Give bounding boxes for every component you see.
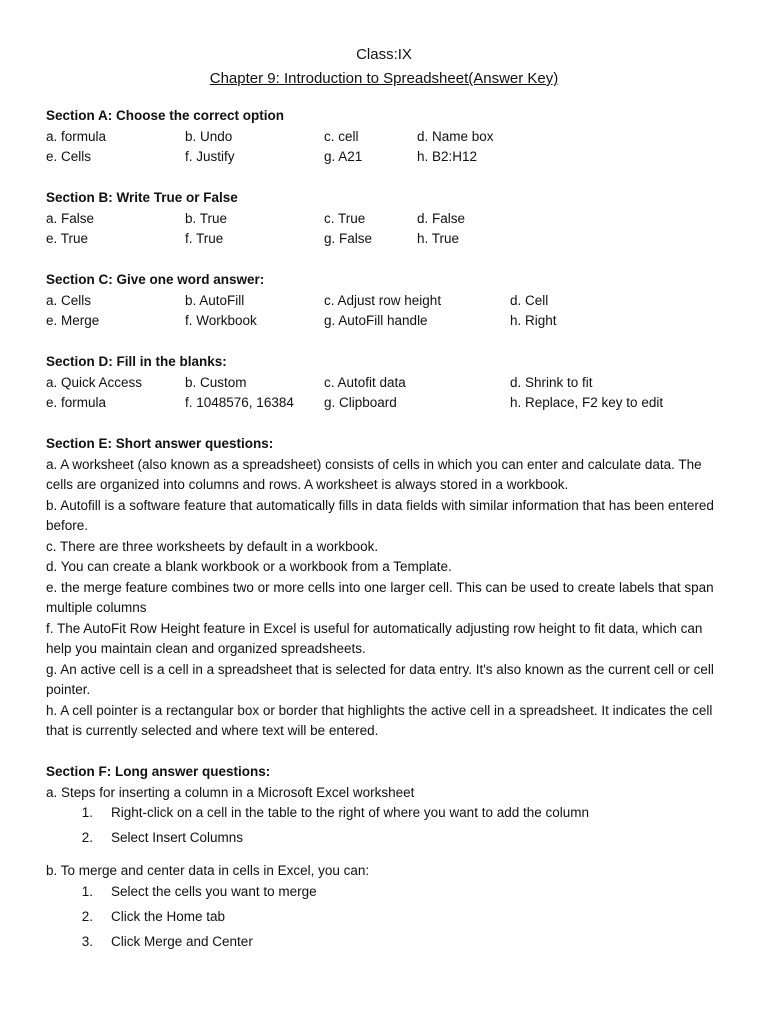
section-b-row xyxy=(46,209,726,230)
answer-item: a. False xyxy=(46,210,95,226)
section-f-heading: Section F: Long answer questions: xyxy=(46,764,271,779)
section-d-row xyxy=(46,393,726,414)
section-b-heading: Section B: Write True or False xyxy=(46,190,238,205)
list-item xyxy=(46,882,726,907)
section-d xyxy=(46,352,726,414)
step-number: 1. xyxy=(81,805,93,820)
long-answer-b-steps xyxy=(46,882,726,957)
short-answer: b. Autofill is a software feature that automatically fills in data fields with similar information that has been entered before. xyxy=(46,497,714,533)
answer-item: c. True xyxy=(324,210,366,226)
answer-item: g. A21 xyxy=(324,149,363,164)
answer-item: a. Cells xyxy=(46,292,92,308)
answer-item: g. Clipboard xyxy=(324,395,397,410)
section-a xyxy=(46,106,726,168)
short-answer: g. An active cell is a cell in a spreadsheet that is selected for data entry. It's also known as the current cell or cell pointer. xyxy=(46,661,714,697)
step-number: 1. xyxy=(81,883,93,899)
answer-item: b. Undo xyxy=(185,128,233,144)
answer-item: f. 1048576, 16384 xyxy=(185,395,294,410)
long-answer-a-steps xyxy=(46,803,726,853)
section-c-row xyxy=(46,291,726,312)
answer-item: e. True xyxy=(46,231,89,246)
long-answer-a-intro: a. Steps for inserting a column in a Microsoft Excel worksheet xyxy=(46,784,415,800)
section-c-row xyxy=(46,311,726,332)
step-number: 2. xyxy=(81,908,93,924)
list-item xyxy=(46,932,726,957)
section-d-heading: Section D: Fill in the blanks: xyxy=(46,354,227,369)
answer-item: d. Cell xyxy=(510,292,549,308)
section-e xyxy=(46,434,726,742)
answer-item: d. Shrink to fit xyxy=(510,374,593,390)
answer-item: e. Merge xyxy=(46,313,100,328)
answer-item: d. False xyxy=(417,210,466,226)
answer-item: b. AutoFill xyxy=(185,292,245,308)
answer-item: c. cell xyxy=(324,128,359,144)
step-number: 3. xyxy=(81,933,93,949)
answer-item: e. Cells xyxy=(46,149,92,164)
section-f xyxy=(46,762,726,957)
short-answer: d. You can create a blank workbook or a workbook from a Template. xyxy=(46,559,452,574)
answer-item: h. B2:H12 xyxy=(417,149,478,164)
list-item xyxy=(46,828,726,853)
answer-item: h. Right xyxy=(510,313,557,328)
step-text: Right-click on a cell in the table to the right of where you want to add the column xyxy=(111,805,590,820)
answer-item: c. Adjust row height xyxy=(324,292,442,308)
step-text: Select the cells you want to merge xyxy=(111,883,317,899)
section-a-heading: Section A: Choose the correct option xyxy=(46,108,285,123)
document-title: Chapter 9: Introduction to Spreadsheet(Answer Key) xyxy=(209,70,559,87)
list-item xyxy=(46,803,726,828)
section-b-row xyxy=(46,229,726,250)
answer-item: f. True xyxy=(185,231,224,246)
short-answer: h. A cell pointer is a rectangular box or border that highlights the active cell in a spreadsheet. It indicates the cell that is currently selected and where text will be entered. xyxy=(46,702,713,738)
answer-item: g. False xyxy=(324,231,373,246)
answer-item: e. formula xyxy=(46,395,107,410)
section-a-row xyxy=(46,127,726,148)
short-answer: a. A worksheet (also known as a spreadsheet) consists of cells in which you can enter and calculate data. The cells are organized into columns and rows. A worksheet is always stored in a workbook. xyxy=(46,456,702,492)
section-a-row xyxy=(46,147,726,168)
section-b xyxy=(46,188,726,250)
document-header xyxy=(0,44,768,90)
answer-item: a. Quick Access xyxy=(46,374,143,390)
short-answer: c. There are three worksheets by default in a workbook. xyxy=(46,538,379,554)
answer-item: c. Autofit data xyxy=(324,374,406,390)
section-d-row xyxy=(46,373,726,394)
short-answer: e. the merge feature combines two or more cells into one larger cell. This can be used to create labels that span multiple columns xyxy=(46,579,714,615)
step-text: Select Insert Columns xyxy=(111,830,244,845)
answer-item: a. formula xyxy=(46,128,107,144)
answer-item: f. Workbook xyxy=(185,313,257,328)
class-label: Class:IX xyxy=(356,46,412,63)
answer-item: g. AutoFill handle xyxy=(324,313,428,328)
long-answer-b-intro: b. To merge and center data in cells in Excel, you can: xyxy=(46,863,370,878)
section-c xyxy=(46,270,726,332)
step-text: Click the Home tab xyxy=(111,908,226,924)
step-number: 2. xyxy=(81,830,93,845)
section-c-heading: Section C: Give one word answer: xyxy=(46,272,265,287)
step-text: Click Merge and Center xyxy=(111,933,253,949)
answer-item: d. Name box xyxy=(417,128,494,144)
section-e-heading: Section E: Short answer questions: xyxy=(46,436,274,451)
answer-item: b. True xyxy=(185,210,228,226)
document-page xyxy=(46,44,726,977)
answer-item: f. Justify xyxy=(185,149,235,164)
list-item xyxy=(46,907,726,932)
short-answer: f. The AutoFit Row Height feature in Excel is useful for automatically adjusting row height to fit data, which can help you maintain clean and organized spreadsheets. xyxy=(46,620,703,656)
answer-item: h. Replace, F2 key to edit xyxy=(510,395,664,410)
answer-item: h. True xyxy=(417,231,460,246)
answer-item: b. Custom xyxy=(185,374,247,390)
